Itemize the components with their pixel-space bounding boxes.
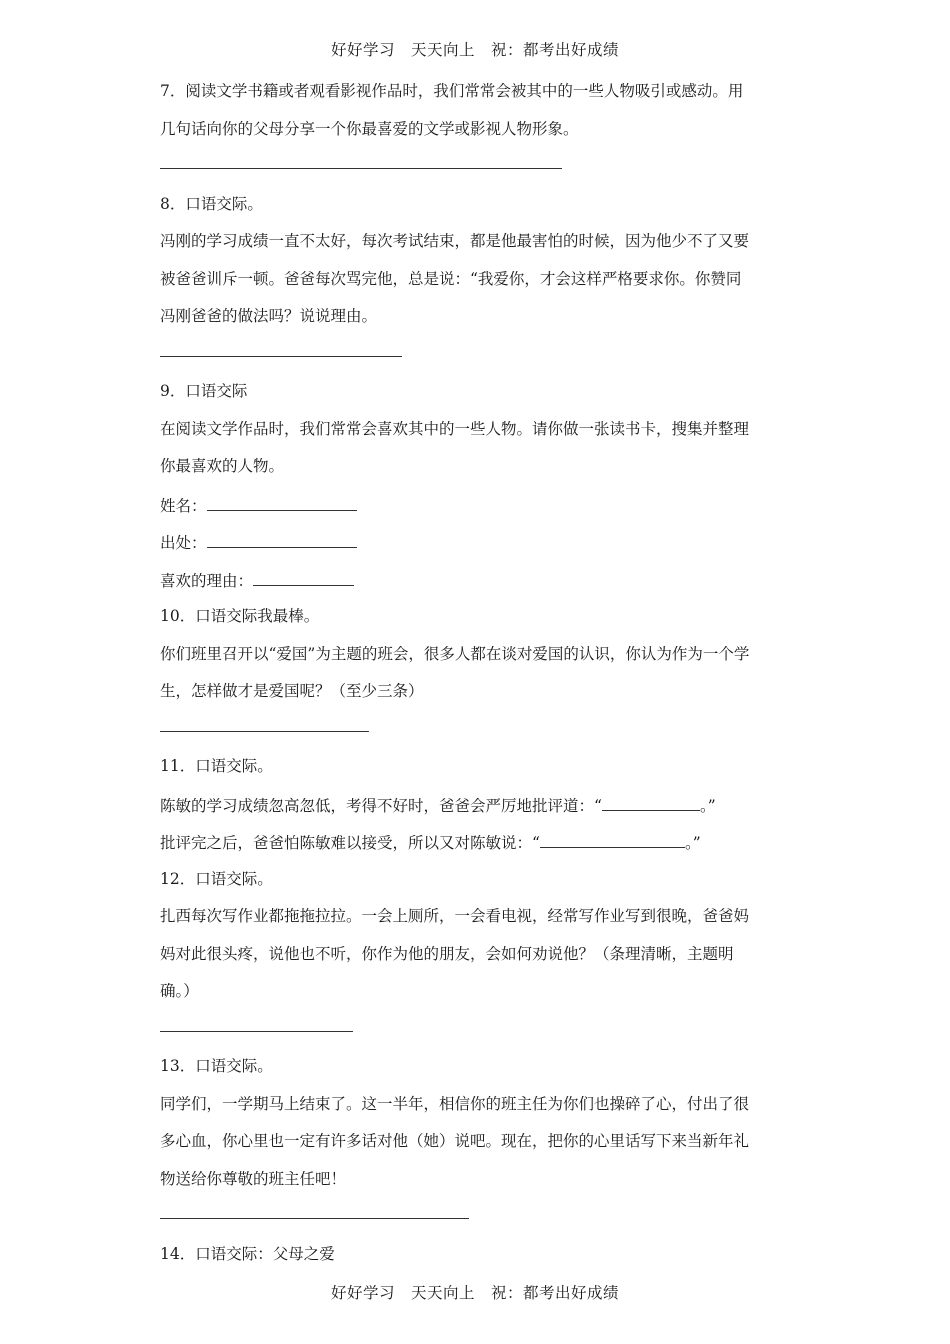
page-footer: 好好学习 天天向上 祝：都考出好成绩 xyxy=(330,1284,619,1302)
q7-line-1: 7．阅读文学书籍或者观看影视作品时，我们常常会被其中的一些人物吸引或感动。用 xyxy=(160,82,744,100)
q12-line-1: 扎西每次写作业都拖拖拉拉。一会上厕所，一会看电视，经常写作业写到很晚，爸爸妈 xyxy=(160,907,750,925)
q9-source-blank[interactable] xyxy=(207,529,357,548)
q11-line-2-text: 批评完之后，爸爸怕陈敏难以接受，所以又对陈敏说：“ xyxy=(160,834,540,852)
q9-reason-row xyxy=(160,567,800,605)
question-list xyxy=(160,79,800,1279)
q11-blank-1[interactable] xyxy=(602,792,700,811)
q13-title: 13．口语交际。 xyxy=(160,1057,273,1075)
q8-answer-line[interactable] xyxy=(160,342,800,380)
q9-reason-blank[interactable] xyxy=(253,567,354,586)
q12-line-3: 确。） xyxy=(160,982,199,1000)
q10-title: 10．口语交际我最棒。 xyxy=(160,607,320,625)
q9-title: 9．口语交际 xyxy=(160,382,248,400)
q11-line-1 xyxy=(160,792,800,830)
q12-line-2: 妈对此很头疼，说他也不听，你作为他的朋友，会如何劝说他？（条理清晰，主题明 xyxy=(160,944,734,963)
q9-line-2: 你最喜欢的人物。 xyxy=(160,457,285,475)
q8-title: 8．口语交际。 xyxy=(160,194,263,213)
q8-line-1: 冯刚的学习成绩一直不太好，每次考试结束，都是他最害怕的时候，因为他少不了又要 xyxy=(160,232,750,250)
q9-name-label: 姓名： xyxy=(160,496,207,515)
q13-line-2: 多心血，你心里也一定有许多话对他（她）说吧。现在，把你的心里话写下来当新年礼 xyxy=(160,1132,750,1150)
q12-answer-line[interactable] xyxy=(160,1017,800,1055)
q11-line-2 xyxy=(160,829,800,867)
q13-line-1: 同学们，一学期马上结束了。这一半年，相信你的班主任为你们也操碎了心，付出了很 xyxy=(160,1094,750,1113)
q12-title: 12．口语交际。 xyxy=(160,869,273,888)
q11-line-2-end: 。” xyxy=(684,834,701,852)
q9-name-row xyxy=(160,492,800,530)
q11-line-1-text: 陈敏的学习成绩忽高忽低，考得不好时，爸爸会严厉地批评道：“ xyxy=(160,796,602,815)
page-header: 好好学习 天天向上 祝：都考出好成绩 xyxy=(330,41,619,59)
q13-line-3: 物送给你尊敬的班主任吧！ xyxy=(160,1169,347,1188)
q9-source-row xyxy=(160,529,800,567)
q9-name-blank[interactable] xyxy=(207,492,357,511)
q7-answer-line[interactable] xyxy=(160,154,800,192)
q8-line-2: 被爸爸训斥一顿。爸爸每次骂完他，总是说：“我爱你，才会这样严格要求你。你赞同 xyxy=(160,269,742,288)
q7-line-2: 几句话向你的父母分享一个你最喜爱的文学或影视人物形象。 xyxy=(160,119,579,138)
q13-answer-line[interactable] xyxy=(160,1204,800,1242)
q10-line-2: 生，怎样做才是爱国呢？（至少三条） xyxy=(160,682,424,700)
q14-title: 14．口语交际：父母之爱 xyxy=(160,1244,335,1263)
q9-line-1: 在阅读文学作品时，我们常常会喜欢其中的一些人物。请你做一张读书卡，搜集并整理 xyxy=(160,419,750,438)
q11-line-1-end: 。” xyxy=(699,796,716,815)
q10-answer-line[interactable] xyxy=(160,717,800,755)
q9-reason-label: 喜欢的理由： xyxy=(160,571,254,590)
q11-title: 11．口语交际。 xyxy=(160,757,273,775)
q9-source-label: 出处： xyxy=(160,534,207,552)
q8-line-3: 冯刚爸爸的做法吗？说说理由。 xyxy=(160,307,378,325)
q11-blank-2[interactable] xyxy=(540,829,685,848)
q10-line-1: 你们班里召开以“爱国”为主题的班会，很多人都在谈对爱国的认识，你认为作为一个学 xyxy=(160,644,750,663)
